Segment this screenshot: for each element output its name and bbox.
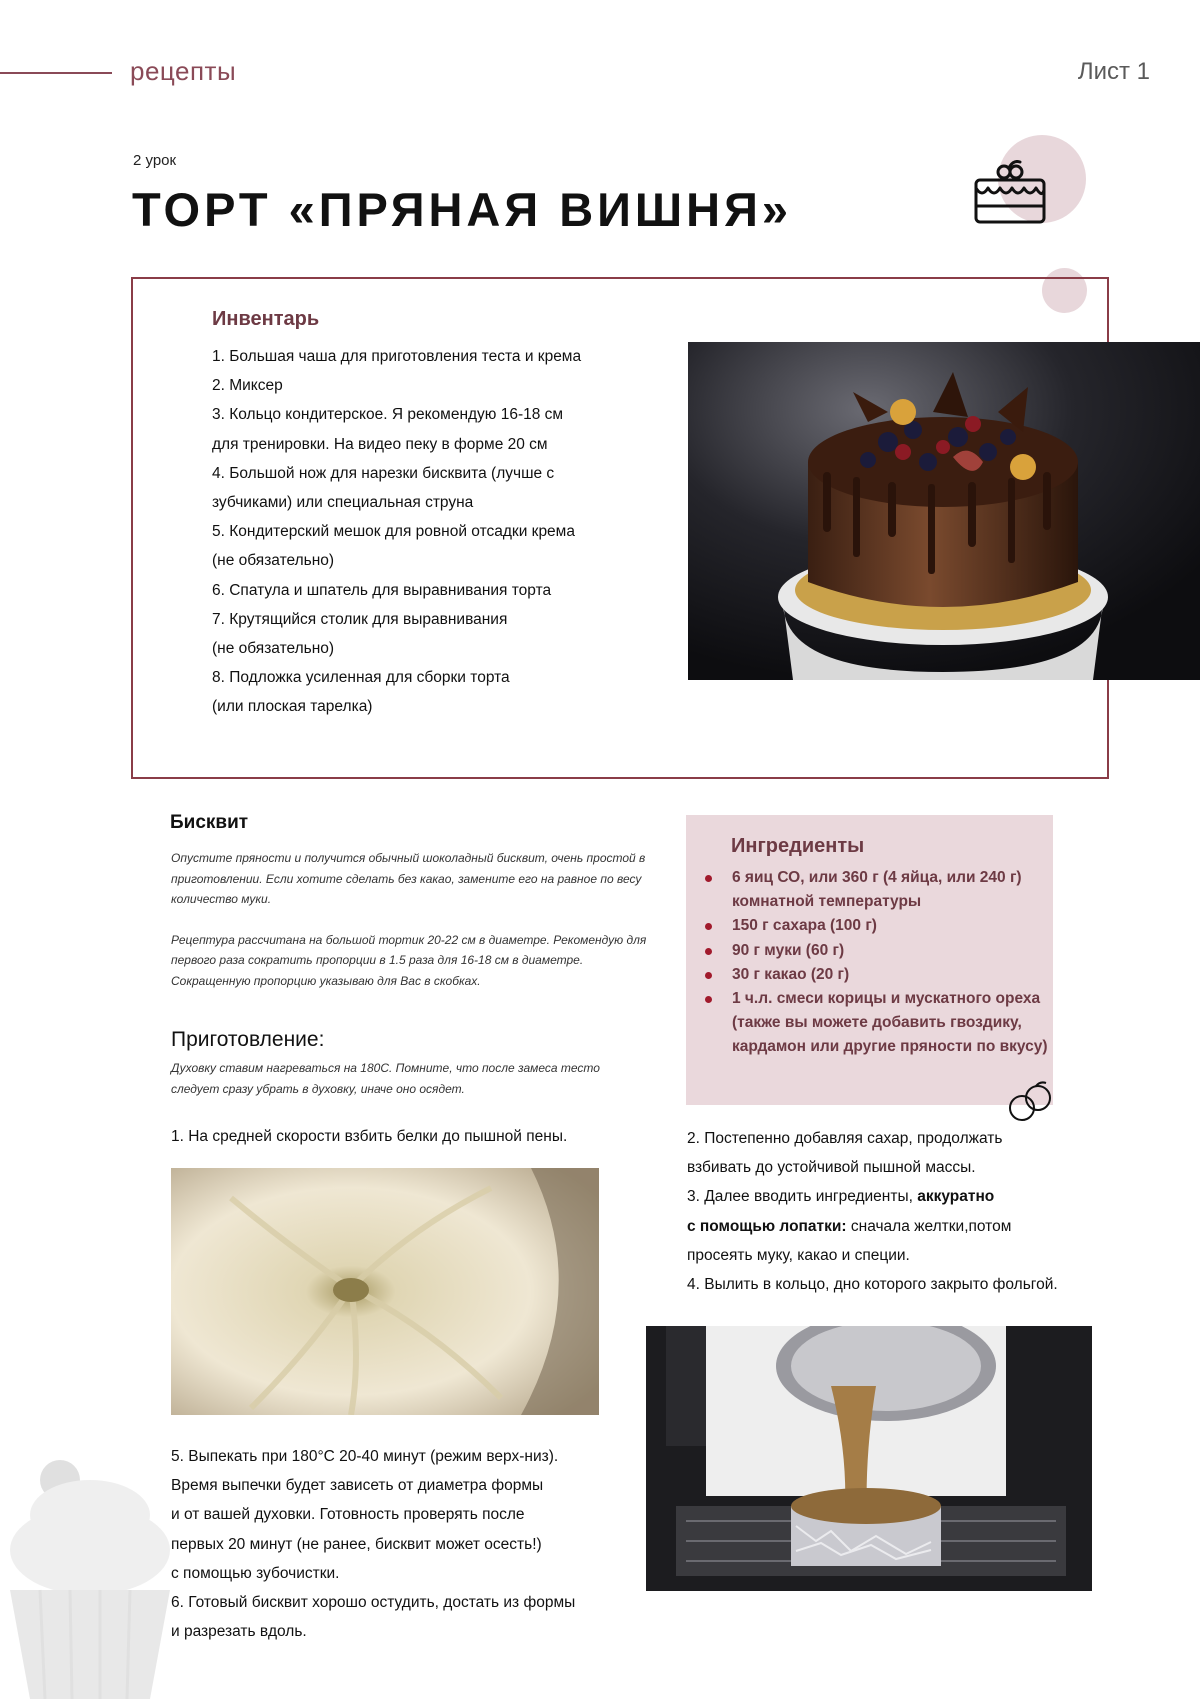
inventory-line: (или плоская тарелка) [212,698,373,716]
ingredient-item: 6 яиц СО, или 360 г (4 яйца, или 240 г) комнатной температуры [700,866,1055,914]
biscuit-paragraph: Рецептура рассчитана на большой тортик 20-22 см в диаметре. Рекомендую для первого раза сократить пропорции в 1.5 раза для 16-18 см в диаметре. Сокращенную пропорцию указываю для Вас в скобках. [171,932,647,988]
biscuit-description [171,848,651,1011]
step-2-line: 2. Постепенно добавляя сахар, продолжать [687,1130,1003,1147]
inventory-list [212,342,652,722]
step-3-text: сначала желтки,потом [846,1217,1012,1235]
biscuit-paragraph: Опустите пряности и получится обычный шоколадный бисквит, очень простой в приготовлении. Если хотите сделать без какао, замените его на равное по весу количество муки. [171,851,646,906]
step-3-text: 3. Далее вводить ингредиенты, [687,1188,918,1206]
step-5-line: 5. Выпекать при 180°С 20-40 минут (режим верх-низ). [171,1448,559,1465]
step-5-line: и от вашей духовки. Готовность проверять после [171,1506,525,1524]
step-3-bold: с помощью лопатки: [687,1217,847,1235]
step-4: 4. Вылить в кольцо, дно которого закрыто фольгой. [687,1276,1058,1294]
inventory-line: 2. Миксер [212,377,283,395]
pouring-photo [646,1326,1092,1591]
inventory-line: (не обязательно) [212,640,335,658]
inventory-line: зубчиками) или специальная струна [212,494,474,512]
step-3 [687,1182,1107,1211]
step-6-line: и разрезать вдоль. [171,1623,307,1641]
header-divider [0,72,112,74]
preparation-title: Приготовление: [171,1028,325,1051]
step-5-line: с помощью зубочистки. [171,1564,340,1582]
inventory-line: 5. Кондитерский мешок для ровной отсадки крема [212,523,575,541]
step-6-line: 6. Готовый бисквит хорошо остудить, достать из формы [171,1594,576,1612]
step-3-bold: аккуратно [917,1188,995,1206]
ingredient-item: 150 г сахара (100 г) [700,914,1055,938]
steps-2-4 [687,1124,1107,1299]
steps-5-6 [171,1442,641,1646]
ingredient-item: 1 ч.л. смеси корицы и мускатного ореха (также вы можете добавить гвоздику, кардамон или другие пряности по вкусу) [700,987,1055,1060]
inventory-line: (не обязательно) [212,552,335,570]
inventory-title: Инвентарь [212,308,320,330]
inventory-line: 7. Крутящийся столик для выравнивания [212,610,508,628]
step-5-line: Время выпечки будет зависеть от диаметра формы [171,1477,544,1495]
section-label: рецепты [130,56,237,86]
inventory-line: 6. Спатула и шпатель для выравнивания торта [212,581,552,599]
lesson-label: 2 урок [133,152,177,169]
step-3-cont [687,1212,1107,1241]
inventory-line: 4. Большой нож для нарезки бисквита (лучше с [212,464,555,482]
biscuit-title: Бисквит [170,812,249,833]
cupcake-decoration [0,1440,180,1699]
ingredient-item: 30 г какао (20 г) [700,963,1055,987]
page-title: ТОРТ «ПРЯНАЯ ВИШНЯ» [132,183,793,236]
step-3-line: просеять муку, какао и специи. [687,1246,910,1264]
inventory-line: для тренировки. На видео пеку в форме 20 см [212,435,548,453]
cake-icon [972,160,1048,226]
page-number: Лист 1 [1077,58,1150,85]
cake-photo [688,342,1200,680]
preparation-note: Духовку ставим нагреваться на 180С. Помните, что после замеса тесто следует сразу убрать в духовку, иначе оно осядет. [171,1061,600,1096]
mixing-photo [171,1168,599,1415]
inventory-line: 8. Подложка усиленная для сборки торта [212,669,510,687]
berries-icon [1006,1080,1056,1124]
step-1: 1. На средней скорости взбить белки до пышной пены. [171,1128,568,1145]
step-5-line: первых 20 минут (не ранее, бисквит может осесть!) [171,1535,542,1553]
step-2-line: взбивать до устойчивой пышной массы. [687,1159,976,1177]
ingredients-list [700,866,1055,1060]
inventory-line: 1. Большая чаша для приготовления теста и крема [212,348,582,365]
ingredients-title: Ингредиенты [731,835,865,857]
ingredient-item: 90 г муки (60 г) [700,939,1055,963]
inventory-line: 3. Кольцо кондитерское. Я рекомендую 16-18 см [212,406,564,424]
